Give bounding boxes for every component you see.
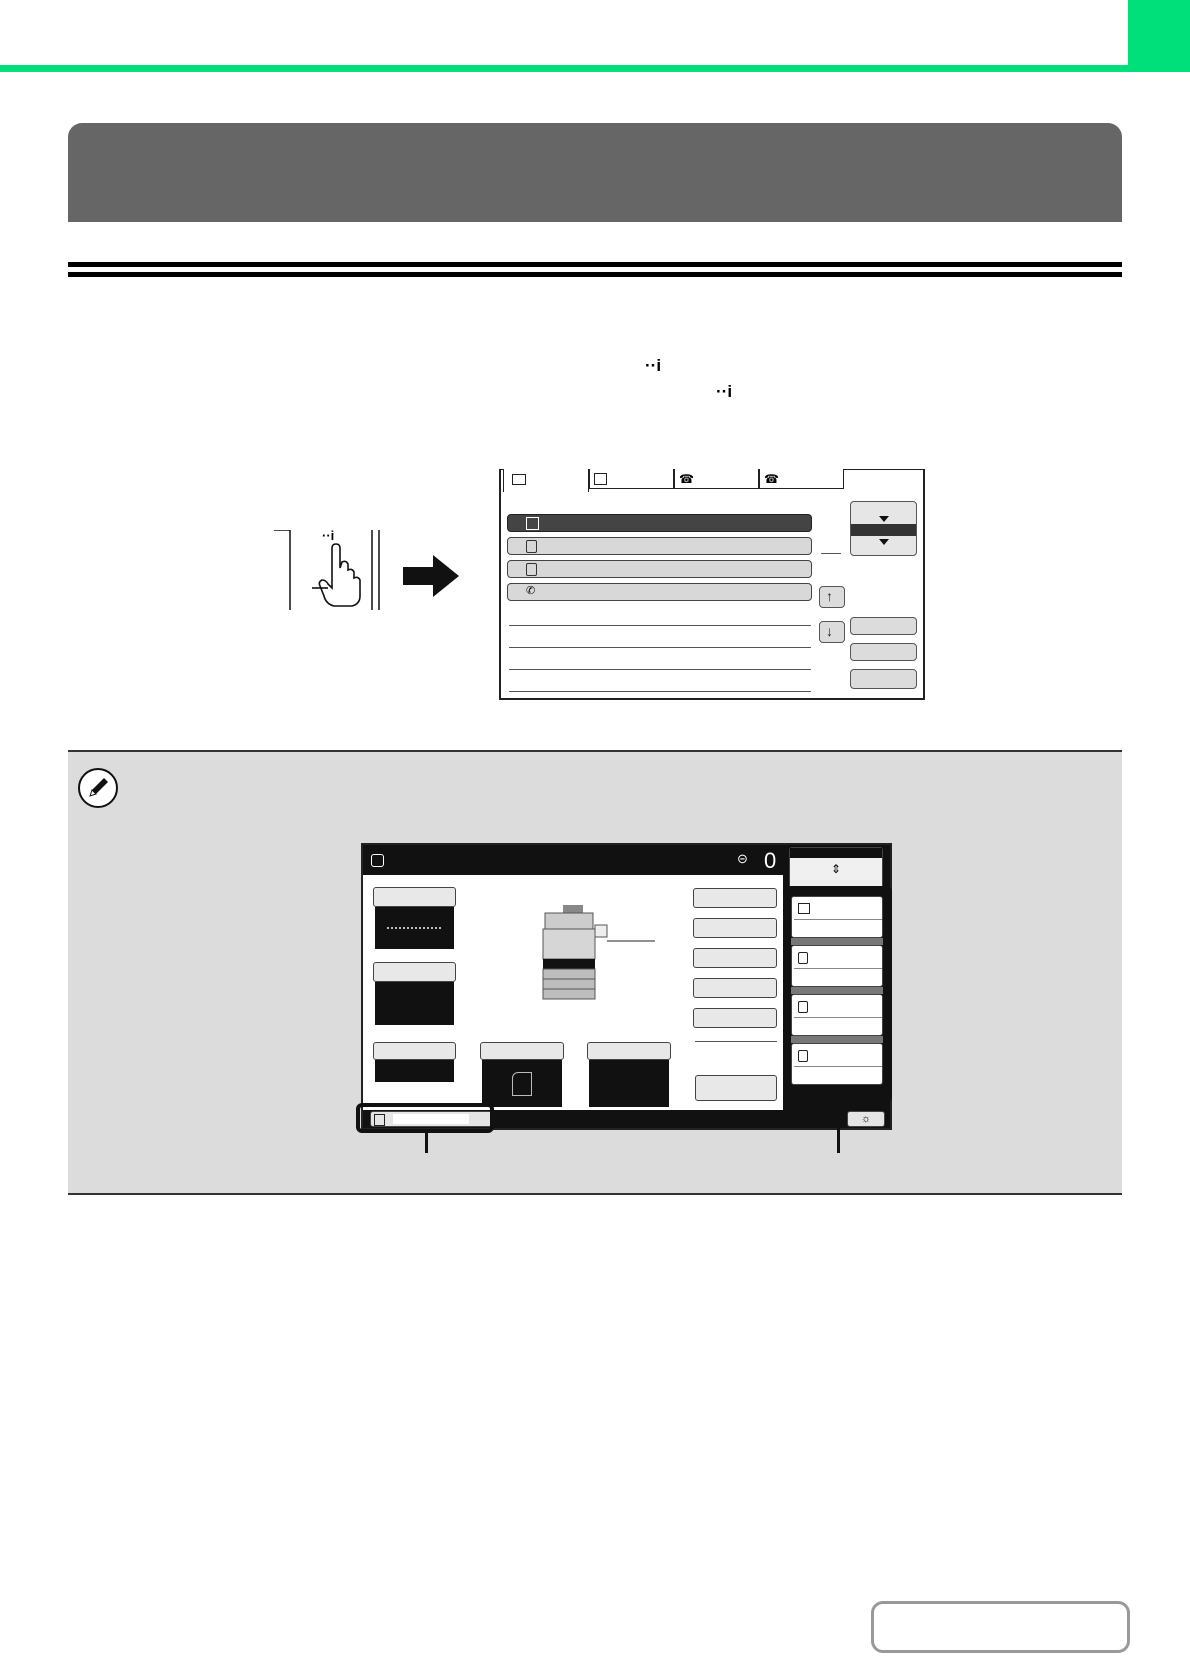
- callout-job-status-bar: [356, 1103, 494, 1133]
- job-queue-selector[interactable]: [850, 501, 917, 556]
- job-row-empty: [509, 691, 811, 692]
- callout-job-status-panel: [785, 886, 892, 1103]
- hand-pointer-icon: [312, 544, 360, 606]
- home-setting-display: [375, 907, 454, 949]
- title-rule-top: [68, 262, 1122, 267]
- arrow-right-icon: [403, 555, 459, 597]
- scan-icon: [594, 473, 607, 485]
- home-setting-button[interactable]: [373, 887, 456, 907]
- tab-scan-job[interactable]: [589, 469, 674, 489]
- print-job-icon: [526, 563, 537, 576]
- job-row[interactable]: [507, 537, 812, 555]
- job-panel-mode-toggle[interactable]: [789, 847, 883, 890]
- home-setting-button[interactable]: [373, 962, 456, 982]
- callout-leader: [425, 1133, 428, 1153]
- internet-fax-icon: ☎: [764, 472, 779, 486]
- home-setting-display: [482, 1060, 562, 1107]
- job-action-button[interactable]: [850, 617, 917, 635]
- home-setting-display: [589, 1060, 669, 1107]
- home-function-button[interactable]: [693, 888, 777, 908]
- home-function-button[interactable]: [693, 1008, 777, 1028]
- paper-size-icon: [512, 1072, 532, 1096]
- divider: [695, 1041, 777, 1042]
- job-row-empty: [509, 647, 811, 648]
- job-row-empty: [509, 625, 811, 626]
- arrow-up-icon: ↑: [826, 588, 833, 604]
- job-status-key-icon: ··i: [645, 356, 662, 375]
- note-pencil-icon: [78, 768, 118, 808]
- job-row[interactable]: [507, 560, 812, 578]
- home-function-button[interactable]: [693, 978, 777, 998]
- triangle-down-icon: [879, 539, 889, 545]
- job-status-key-icon: ··i: [716, 382, 733, 401]
- triangle-down-icon: [879, 516, 889, 522]
- brightness-button[interactable]: [847, 1111, 885, 1127]
- tab-internet-fax-job[interactable]: [759, 469, 844, 489]
- home-setting-button[interactable]: [587, 1042, 671, 1060]
- fax-job-icon: ✆: [526, 585, 536, 597]
- toner-icon: ⊝: [737, 851, 748, 866]
- job-row[interactable]: [507, 514, 812, 532]
- callout-leader: [837, 1103, 840, 1153]
- section-header-band: [68, 123, 1122, 222]
- title-rule-bottom: [68, 272, 1122, 277]
- scroll-down-button[interactable]: [819, 621, 845, 643]
- tab-print-job[interactable]: [503, 469, 589, 492]
- job-status-screen: [499, 469, 925, 700]
- printer-icon: [512, 474, 526, 485]
- print-job-icon: [526, 540, 537, 553]
- copy-job-icon: [526, 517, 539, 530]
- home-setting-display: [375, 1060, 454, 1082]
- home-start-button[interactable]: [695, 1075, 777, 1101]
- copy-counter: 0: [764, 848, 777, 873]
- chapter-tab[interactable]: [1128, 0, 1190, 72]
- fax-icon: ☎: [679, 472, 694, 486]
- home-setting-button[interactable]: [480, 1042, 564, 1060]
- key-info-icon: ··i: [322, 528, 335, 543]
- job-row[interactable]: [507, 583, 812, 601]
- machine-illustration: [535, 903, 663, 1015]
- page-indicator-line: [821, 553, 841, 554]
- arrow-down-icon: ↓: [826, 623, 833, 639]
- job-action-button[interactable]: [850, 669, 917, 689]
- home-setting-button[interactable]: [373, 1042, 456, 1060]
- top-accent-bar: [0, 65, 1190, 72]
- up-down-icon: ⇕: [831, 862, 842, 876]
- home-setting-display: [375, 982, 454, 1025]
- job-row-empty: [509, 669, 811, 670]
- home-status-bar: [363, 845, 783, 875]
- home-function-button[interactable]: [693, 918, 777, 938]
- job-action-button[interactable]: [850, 643, 917, 661]
- scroll-up-button[interactable]: [819, 586, 845, 608]
- home-function-button[interactable]: [693, 948, 777, 968]
- tab-fax-job[interactable]: [674, 469, 759, 489]
- mode-icon: [371, 854, 384, 867]
- sun-icon: ☼: [861, 1113, 872, 1125]
- page-nav-button[interactable]: [871, 1601, 1130, 1653]
